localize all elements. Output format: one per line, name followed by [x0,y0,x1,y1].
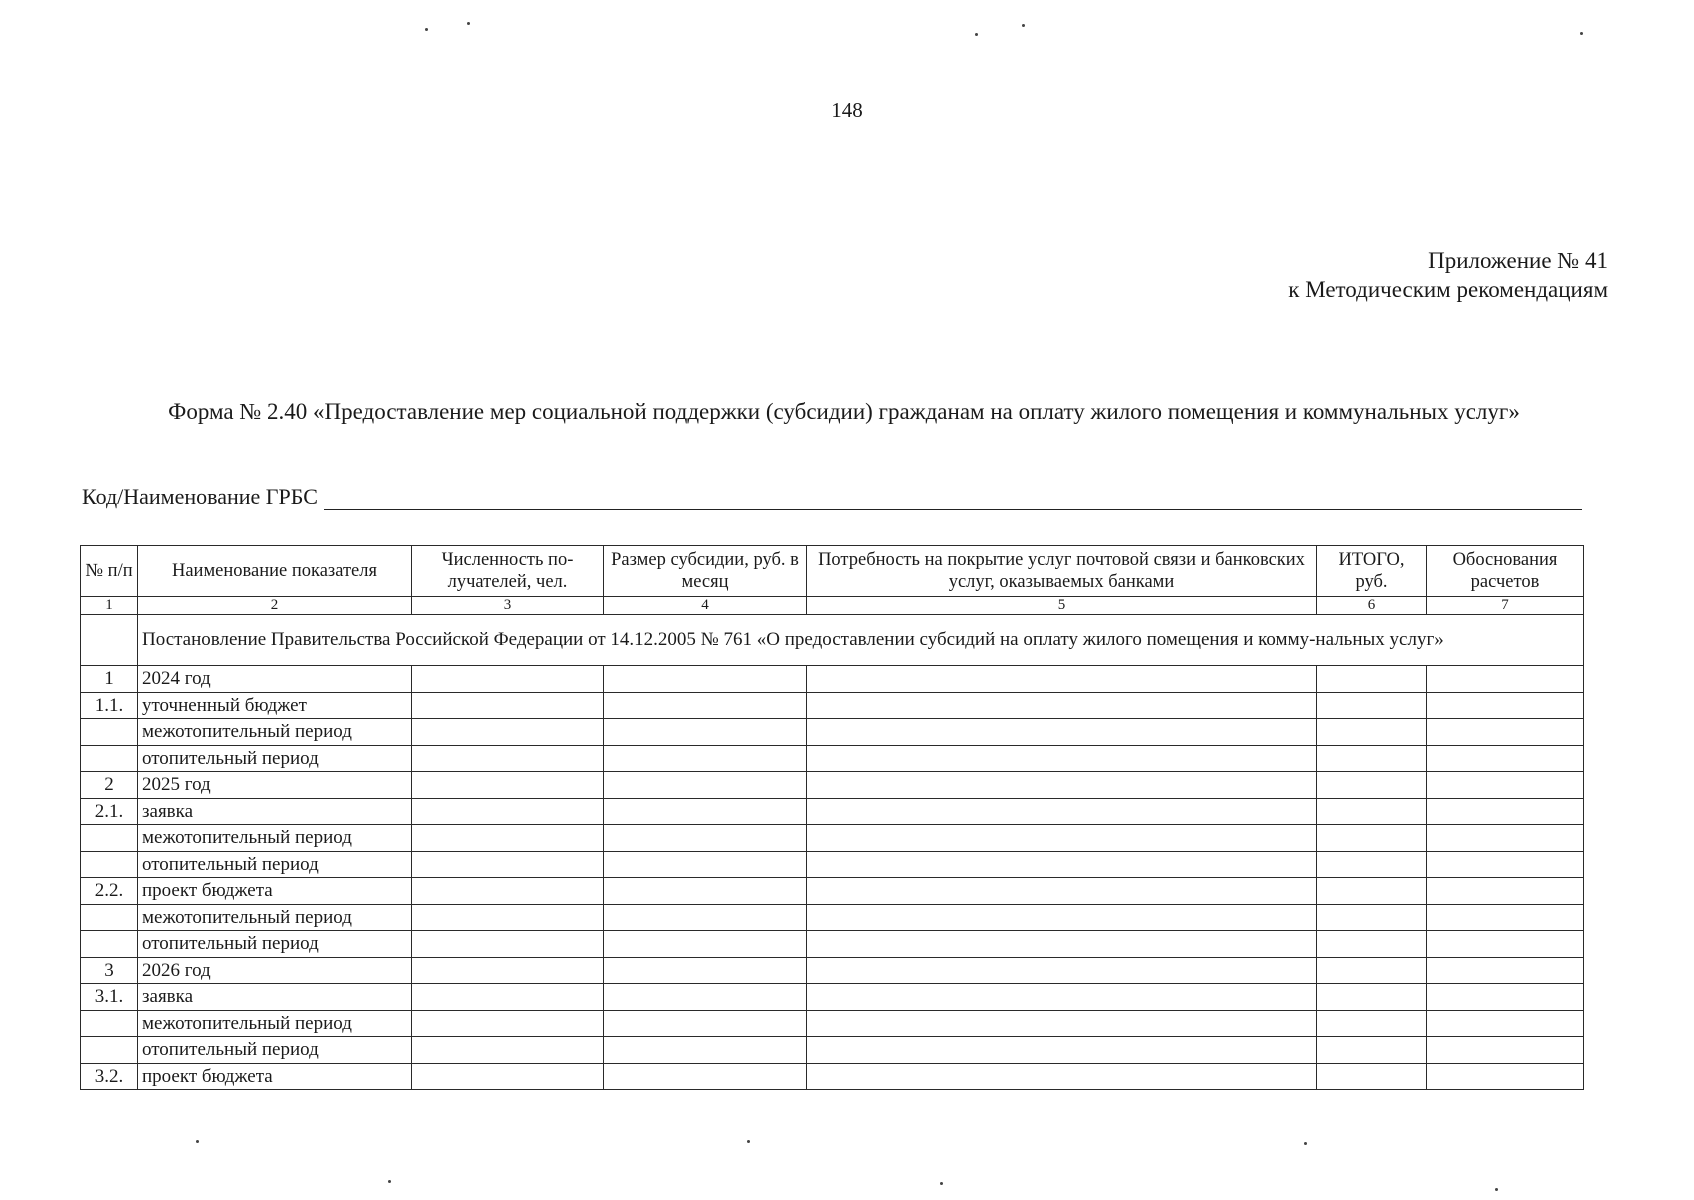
row-number: 2.2. [81,878,138,905]
table-row [81,904,1584,931]
justification-cell [1427,825,1584,852]
row-indicator-name: 2026 год [138,957,412,984]
recipients-count-cell [412,1010,604,1037]
table-row [81,745,1584,772]
scan-speck [747,1140,750,1143]
row-number: 2.1. [81,798,138,825]
row-number: 1 [81,666,138,693]
table-row [81,851,1584,878]
row-number: 3 [81,957,138,984]
row-number: 3.2. [81,1063,138,1090]
scan-speck [1022,24,1025,27]
recipients-count-cell [412,1037,604,1064]
service-costs-cell [807,719,1317,746]
table-row [81,798,1584,825]
justification-cell [1427,851,1584,878]
justification-cell [1427,719,1584,746]
scan-speck [425,28,428,31]
header-cell: Размер субсидии, руб. в месяц [604,546,807,597]
recipients-count-cell [412,666,604,693]
total-cell [1317,745,1427,772]
justification-cell [1427,984,1584,1011]
subsidy-amount-cell [604,798,807,825]
table-row [81,825,1584,852]
row-indicator-name: заявка [138,984,412,1011]
subsidy-amount-cell [604,772,807,799]
recipients-count-cell [412,719,604,746]
service-costs-cell [807,984,1317,1011]
table-row [81,957,1584,984]
row-indicator-name: отопительный период [138,745,412,772]
grbs-fill-line [324,487,1582,510]
row-number: 1.1. [81,692,138,719]
header-cell: Обоснования расчетов [1427,546,1584,597]
recipients-count-cell [412,825,604,852]
scan-speck [940,1182,943,1185]
grbs-field [82,484,1582,510]
recipients-count-cell [412,931,604,958]
appendix-number: Приложение № 41 [1428,248,1608,273]
row-indicator-name: заявка [138,798,412,825]
column-number: 2 [138,597,412,615]
table-row [81,692,1584,719]
subsidy-amount-cell [604,1010,807,1037]
header-cell: Численность по-лучателей, чел. [412,546,604,597]
justification-cell [1427,957,1584,984]
scan-speck [1580,32,1583,35]
justification-cell [1427,1010,1584,1037]
header-cell: Наименование показателя [138,546,412,597]
justification-cell [1427,772,1584,799]
total-cell [1317,957,1427,984]
justification-cell [1427,878,1584,905]
recipients-count-cell [412,851,604,878]
appendix-subtitle: к Методическим рекомендациям [1288,277,1608,302]
total-cell [1317,931,1427,958]
subsidy-amount-cell [604,1063,807,1090]
scan-speck [1304,1142,1307,1145]
row-number [81,1010,138,1037]
row-number [81,931,138,958]
service-costs-cell [807,692,1317,719]
total-cell [1317,984,1427,1011]
decree-row [81,615,1584,666]
row-indicator-name: проект бюджета [138,1063,412,1090]
row-number [81,1037,138,1064]
form-title: Форма № 2.40 «Предоставление мер социальной поддержки (субсидии) гражданам на оплату жилого помещения и коммунальных услуг» [168,399,1520,424]
service-costs-cell [807,904,1317,931]
service-costs-cell [807,878,1317,905]
subsidy-amount-cell [604,692,807,719]
column-number: 7 [1427,597,1584,615]
service-costs-cell [807,745,1317,772]
justification-cell [1427,745,1584,772]
service-costs-cell [807,931,1317,958]
scan-speck [196,1140,199,1143]
row-indicator-name: межотопительный период [138,825,412,852]
table-row [81,1010,1584,1037]
row-indicator-name: 2025 год [138,772,412,799]
subsidy-table [80,545,1584,1090]
total-cell [1317,825,1427,852]
row-number [81,745,138,772]
table-row [81,772,1584,799]
service-costs-cell [807,1010,1317,1037]
row-indicator-name: отопительный период [138,851,412,878]
subsidy-amount-cell [604,851,807,878]
appendix-reference [1288,246,1608,304]
total-cell [1317,1010,1427,1037]
recipients-count-cell [412,984,604,1011]
row-indicator-name: отопительный период [138,1037,412,1064]
header-row [81,546,1584,597]
table-row [81,984,1584,1011]
recipients-count-cell [412,772,604,799]
total-cell [1317,904,1427,931]
table-row [81,719,1584,746]
table-row [81,878,1584,905]
row-indicator-name: уточненный бюджет [138,692,412,719]
header-cell: № п/п [81,546,138,597]
recipients-count-cell [412,957,604,984]
scan-speck [388,1180,391,1183]
table-row [81,666,1584,693]
row-indicator-name: межотопительный период [138,719,412,746]
justification-cell [1427,1063,1584,1090]
header-cell: Потребность на покрытие услуг почтовой связи и банковских услуг, оказываемых банками [807,546,1317,597]
recipients-count-cell [412,878,604,905]
column-number: 6 [1317,597,1427,615]
justification-cell [1427,692,1584,719]
total-cell [1317,878,1427,905]
justification-cell [1427,1037,1584,1064]
total-cell [1317,772,1427,799]
header-cell: ИТОГО, руб. [1317,546,1427,597]
subsidy-amount-cell [604,984,807,1011]
scan-speck [1495,1188,1498,1191]
total-cell [1317,798,1427,825]
scan-speck [975,33,978,36]
service-costs-cell [807,772,1317,799]
table-row [81,931,1584,958]
subsidy-amount-cell [604,719,807,746]
subsidy-amount-cell [604,745,807,772]
service-costs-cell [807,798,1317,825]
service-costs-cell [807,1063,1317,1090]
row-indicator-name: межотопительный период [138,1010,412,1037]
total-cell [1317,666,1427,693]
service-costs-cell [807,825,1317,852]
subsidy-amount-cell [604,957,807,984]
page-number: 148 [831,98,863,122]
justification-cell [1427,798,1584,825]
decree-number-cell [81,615,138,666]
service-costs-cell [807,666,1317,693]
total-cell [1317,1063,1427,1090]
column-number: 4 [604,597,807,615]
subsidy-amount-cell [604,904,807,931]
justification-cell [1427,904,1584,931]
row-indicator-name: 2024 год [138,666,412,693]
subsidy-amount-cell [604,666,807,693]
recipients-count-cell [412,692,604,719]
decree-text: Постановление Правительства Российской Федерации от 14.12.2005 № 761 «О предоставлении субсидий на оплату жилого помещения и комму-нальных услуг» [138,615,1584,666]
justification-cell [1427,931,1584,958]
column-number: 3 [412,597,604,615]
total-cell [1317,692,1427,719]
row-number: 2 [81,772,138,799]
table-row [81,1037,1584,1064]
service-costs-cell [807,957,1317,984]
subsidy-amount-cell [604,825,807,852]
column-number-row [81,597,1584,615]
scan-speck [467,22,470,25]
service-costs-cell [807,1037,1317,1064]
row-number [81,904,138,931]
subsidy-amount-cell [604,1037,807,1064]
grbs-label: Код/Наименование ГРБС [82,484,318,509]
recipients-count-cell [412,745,604,772]
column-number: 1 [81,597,138,615]
row-indicator-name: отопительный период [138,931,412,958]
total-cell [1317,719,1427,746]
recipients-count-cell [412,798,604,825]
row-number [81,851,138,878]
justification-cell [1427,666,1584,693]
row-number [81,719,138,746]
total-cell [1317,1037,1427,1064]
row-number [81,825,138,852]
row-indicator-name: проект бюджета [138,878,412,905]
row-indicator-name: межотопительный период [138,904,412,931]
subsidy-amount-cell [604,931,807,958]
column-number: 5 [807,597,1317,615]
row-number: 3.1. [81,984,138,1011]
table-row [81,1063,1584,1090]
subsidy-amount-cell [604,878,807,905]
recipients-count-cell [412,904,604,931]
service-costs-cell [807,851,1317,878]
total-cell [1317,851,1427,878]
recipients-count-cell [412,1063,604,1090]
